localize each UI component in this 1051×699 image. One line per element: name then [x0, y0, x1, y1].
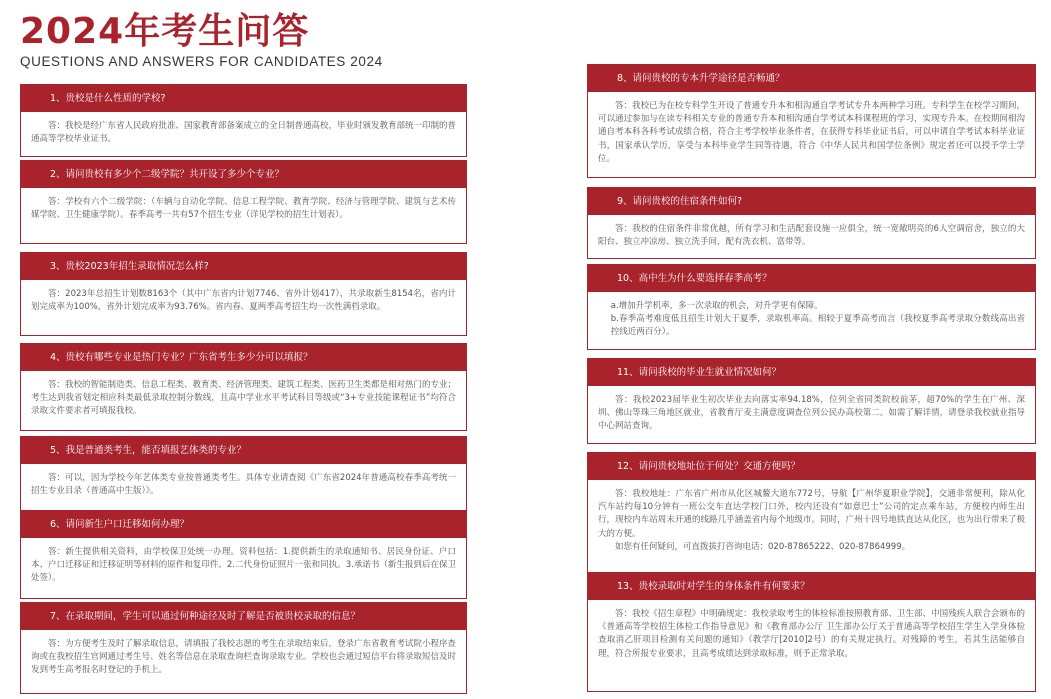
qa-card-8 — [587, 64, 1036, 178]
answer-text: 答：我校《招生章程》中明确规定：我校录取考生的体检标准按照教育部、卫生部、中国残疾人联合会颁布的《普通高等学校招生体检工作指导意见》和《教育部办公厅 卫生部办公厅关于普通高等学校招生学生入学身体检查取消乙肝项目检测有关问题的通知》（教学厅[2010]2号）的有关规定执行。对残障的考生，若其生活能够自理，符合所报专业要求，且高考成绩达到录取标准，则予正常录取。 — [587, 600, 1036, 692]
answer-text: 答：我校的住宿条件非常优越，所有学习和生活配套设施一应俱全，统一宽敞明亮的6人空调宿舍，独立的大阳台、独立冲凉房、独立洗手间，配有洗衣机、富带等。 — [587, 215, 1036, 259]
question-heading: 2、请问贵校有多少个二级学院？共开设了多少个专业？ — [20, 160, 467, 188]
qa-card-12 — [587, 452, 1036, 575]
question-heading: 10、高中生为什么要选择春季高考？ — [587, 264, 1036, 292]
question-heading: 12、请问贵校地址位于何处？交通方便吗？ — [587, 452, 1036, 480]
question-heading: 6、请问新生户口迁移如何办理？ — [20, 510, 467, 538]
question-heading: 8、请问贵校的专本升学途径是否畅通？ — [587, 64, 1036, 92]
answer-text: 答：为方便考生及时了解录取信息，请填报了我校志愿的考生在录取结束后，登录广东省教育考试院小程序查询或在我校招生官网通过考生号、姓名等信息在录取查询栏查询录取专业。学校也会通过短信平台将录取短信及时发到考生高考报名时登记的手机上。 — [20, 630, 467, 694]
qa-card-6 — [20, 510, 467, 599]
page-subtitle: QUESTIONS AND ANSWERS FOR CANDIDATES 2024 — [20, 54, 383, 69]
answer-text: 答：我校的智能制造类、信息工程类、教育类、经济管理类、建筑工程类、医药卫生类都是相对热门的专业；考生达到我省划定相应科类最低录取控制分数线，且高中学业水平考试科目等级或“3+专业技能课程证书”均符合录取文件要求者可填报我校。 — [20, 371, 467, 431]
question-heading: 5、我是普通类考生，能否填报艺体类的专业？ — [20, 436, 467, 464]
qa-card-13 — [587, 572, 1036, 692]
answer-text: 答：可以，因为学校今年艺体类专业按普通类考生。具体专业请查阅《广东省2024年普通高校春季高考统一招生专业目录（普通高中生版）》。 — [20, 464, 467, 511]
qa-card-5 — [20, 436, 467, 511]
page-title: 2024年考生问答 — [20, 11, 310, 52]
answer-text: 答：新生提供相关资料，由学校保卫处统一办理。资料包括：1.提供新生的录取通知书、居民身份证、户口本、户口迁移证和迁移证明等材料的原件和复印件。2.二代身份证照片一张和同执。3.承诺书（新生报到后在保卫处签）。 — [20, 538, 467, 599]
answer-text: 答：学校有六个二级学院：（车辆与自动化学院、信息工程学院、教育学院、经济与管理学院、建筑与艺术传媒学院、卫生健康学院）。春季高考一共有57个招生专业（详见学校的招生计划表）。 — [20, 188, 467, 244]
qa-card-10 — [587, 264, 1036, 350]
answer-text: 答：我校已为在校专科学生开设了普通专升本和相沟通自学考试专升本两种学习班。专科学生在校学习期间，可以通过参加与在读专科相关专业的普通专升本和相沟通自学考试本科课程班的学习，实现专升本。在校期间相沟通自考本科各科考试成绩合格，符合主考学校毕业条件者，在获得专科毕业证书后，可以申请自学考试本科毕业证书，国家承认学历，享受与本科毕业学生同等待遇，符合《中华人民共和国学位条例》规定者还可以授予学士学位。 — [587, 92, 1036, 178]
question-heading: 13、贵校录取时对学生的身体条件有何要求？ — [587, 572, 1036, 600]
qa-card-2 — [20, 160, 467, 244]
question-heading: 3、贵校2023年招生录取情况怎么样? — [20, 252, 467, 280]
answer-text: 答：我校地址：广东省广州市从化区城鳌大道东772号，导航【广州华夏职业学院】，交通非常便利，除从化汽车站约每10分钟有一班公交车直达学校门口外，校内还设有“如意巴士”公司的定点乘车站，方便校内师生出行，现校内车站周末开通的线路几乎涵盖省内每个地级市。同时，广州十四号地铁直达从化区，也为出行带来了极大的方便。 如您有任何疑问，可直拨拔打咨询电话：020-87865222、020-87864999。 — [587, 480, 1036, 575]
answer-text: 答：我校2023届毕业生初次毕业去向落实率94.18%，位列全省同类院校前茅，超70%的学生在广州、深圳、佛山等珠三角地区就业，省教育厅麦主满意度调查位列公民办高校第二。如需了解详情，请登录我校就业指导中心网站查询。 — [587, 386, 1036, 444]
question-heading: 4、贵校有哪些专业是热门专业？广东省考生多少分可以填报？ — [20, 343, 467, 371]
qa-card-4 — [20, 343, 467, 431]
qa-card-9 — [587, 187, 1036, 259]
answer-text: 答：我校是经广东省人民政府批准、国家教育部备案成立的全日制普通高校，毕业时颁发教育部统一印制的普通高等学校毕业证书。 — [20, 112, 467, 157]
question-heading: 11、请问我校的毕业生就业情况如何？ — [587, 358, 1036, 386]
question-heading: 9、请问贵校的住宿条件如何? — [587, 187, 1036, 215]
qa-card-3 — [20, 252, 467, 336]
question-heading: 7、在录取期间，学生可以通过何种途径及时了解是否被贵校录取的信息？ — [20, 602, 467, 630]
question-heading: 1、贵校是什么性质的学校? — [20, 84, 467, 112]
qa-card-1 — [20, 84, 467, 157]
answer-text: a.增加升学机率，多一次录取的机会，对升学更有保障。 b.春季高考难度低且招生计划大于夏季，录取机率高。相较于夏季高考而言（我校夏季高考录取分数线高出省控线近两百分）。 — [587, 292, 1036, 350]
qa-card-11 — [587, 358, 1036, 444]
qa-card-7 — [20, 602, 467, 694]
answer-text: 答：2023年总招生计划数8163个（其中广东省内计划7746、省外计划417），共录取新生8154名，省内计划完成率为100%，省外计划完成率为93.76%。省内春、夏两季高考招生均一次性满档录取。 — [20, 280, 467, 336]
